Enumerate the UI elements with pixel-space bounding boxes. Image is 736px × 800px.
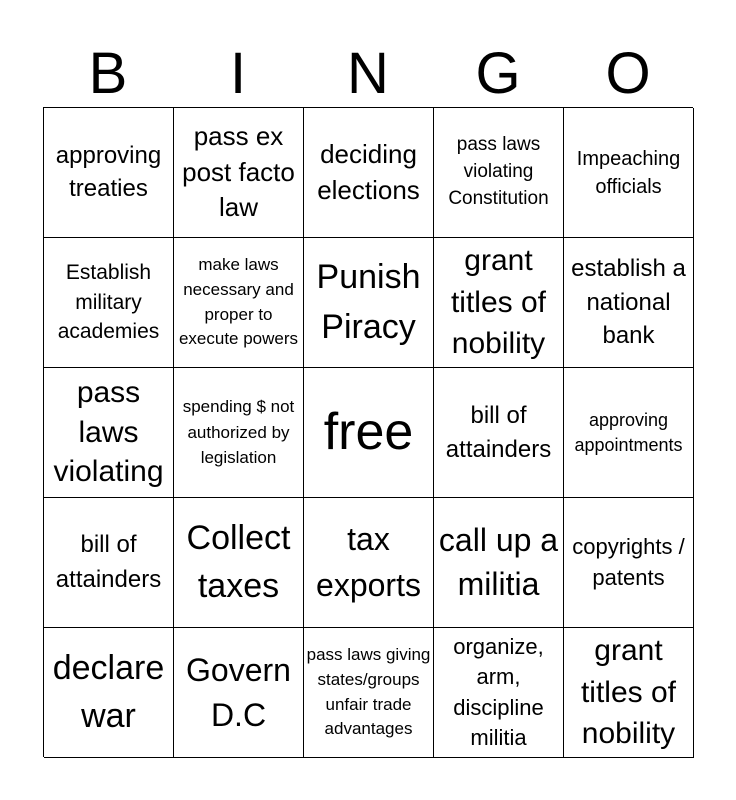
header-letter-n: N bbox=[347, 41, 389, 106]
header-letter-o: O bbox=[605, 41, 651, 106]
bingo-cell[interactable] bbox=[564, 498, 694, 628]
bingo-cell[interactable] bbox=[44, 238, 174, 368]
bingo-cell[interactable] bbox=[304, 628, 434, 758]
cell-text: tax exports bbox=[316, 521, 421, 603]
cell-text: Establish military academies bbox=[57, 260, 160, 344]
bingo-cell[interactable] bbox=[564, 108, 694, 238]
bingo-cell[interactable] bbox=[174, 108, 304, 238]
cell-text: pass ex post facto law bbox=[182, 120, 295, 223]
cell-text: spending $ not authorized by legislation bbox=[182, 397, 295, 468]
bingo-header bbox=[43, 40, 693, 108]
cell-text: bill of attainders bbox=[55, 531, 162, 593]
bingo-cell[interactable] bbox=[564, 628, 694, 758]
cell-text: Punish Piracy bbox=[316, 258, 421, 346]
cell-text: Impeaching officials bbox=[576, 147, 681, 198]
bingo-board bbox=[43, 107, 693, 757]
cell-text: make laws necessary and proper to execute powers bbox=[178, 255, 299, 349]
header-letter-b: B bbox=[88, 41, 128, 106]
bingo-cell[interactable] bbox=[44, 108, 174, 238]
cell-text: establish a national bank bbox=[571, 255, 686, 350]
header-letter-i: I bbox=[229, 41, 247, 106]
cell-text: bill of attainders bbox=[445, 401, 552, 463]
bingo-cell[interactable] bbox=[304, 238, 434, 368]
bingo-cell[interactable] bbox=[174, 368, 304, 498]
cell-text: Collect taxes bbox=[186, 518, 291, 605]
cell-text: Govern D.C bbox=[186, 651, 291, 733]
cell-text: declare war bbox=[52, 648, 165, 735]
bingo-cell[interactable] bbox=[174, 238, 304, 368]
bingo-cell[interactable] bbox=[564, 238, 694, 368]
bingo-cell[interactable] bbox=[174, 628, 304, 758]
bingo-cell[interactable] bbox=[304, 368, 434, 498]
bingo-cell[interactable] bbox=[434, 108, 564, 238]
bingo-cell[interactable] bbox=[434, 368, 564, 498]
cell-text: approving treaties bbox=[55, 142, 162, 202]
cell-text: deciding elections bbox=[317, 138, 420, 205]
bingo-cell[interactable] bbox=[44, 368, 174, 498]
cell-text: pass laws violating Constitution bbox=[448, 134, 549, 209]
bingo-cell[interactable] bbox=[304, 108, 434, 238]
header-letter-g: G bbox=[475, 41, 521, 106]
cell-text: copyrights / patents bbox=[572, 534, 685, 590]
bingo-cell[interactable] bbox=[564, 368, 694, 498]
bingo-cell[interactable] bbox=[44, 628, 174, 758]
cell-text: grant titles of nobility bbox=[580, 634, 677, 751]
bingo-cell[interactable] bbox=[434, 238, 564, 368]
bingo-cell[interactable] bbox=[174, 498, 304, 628]
bingo-cell[interactable] bbox=[304, 498, 434, 628]
bingo-cell[interactable] bbox=[434, 498, 564, 628]
bingo-cell[interactable] bbox=[434, 628, 564, 758]
cell-text: approving appointments bbox=[574, 410, 683, 455]
cell-text: pass laws giving states/groups unfair trade advantages bbox=[306, 645, 431, 739]
cell-text: call up a militia bbox=[438, 522, 559, 602]
cell-text: free bbox=[323, 403, 414, 462]
cell-text: organize, arm, discipline militia bbox=[453, 633, 544, 750]
cell-text: grant titles of nobility bbox=[450, 244, 547, 361]
bingo-cell[interactable] bbox=[44, 498, 174, 628]
cell-text: pass laws violating bbox=[53, 376, 164, 489]
